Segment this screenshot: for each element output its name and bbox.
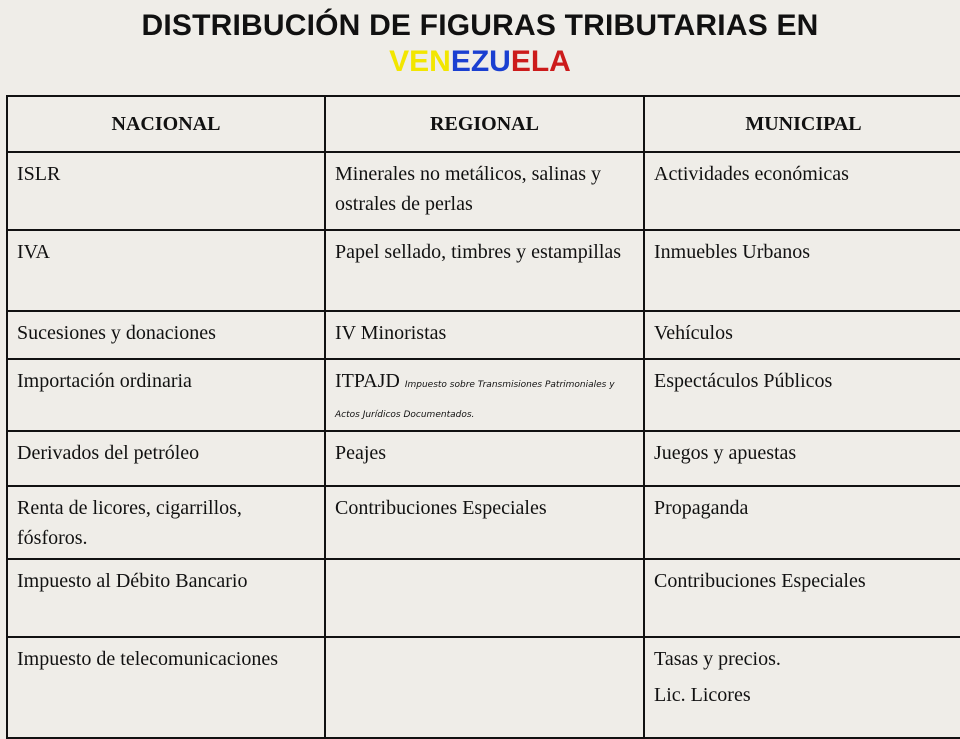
cell-nacional: Derivados del petróleo	[7, 431, 325, 486]
cell-regional: Contribuciones Especiales	[325, 486, 644, 559]
table-row	[7, 230, 960, 311]
header-nacional: NACIONAL	[7, 96, 325, 152]
table-row	[7, 486, 960, 559]
cell-nacional: ISLR	[7, 152, 325, 230]
cell-municipal: Inmuebles Urbanos	[644, 230, 960, 311]
cell-municipal: Espectáculos Públicos	[644, 359, 960, 431]
cell-regional: Minerales no metálicos, salinas y ostrales de perlas	[325, 152, 644, 230]
cell-regional: Papel sellado, timbres y estampillas	[325, 230, 644, 311]
municipal-line-licores: Lic. Licores	[654, 684, 751, 706]
table-row	[7, 359, 960, 431]
title-line-1: DISTRIBUCIÓN DE FIGURAS TRIBUTARIAS EN	[141, 9, 819, 42]
title-venezuela-part-yellow: VEN	[389, 45, 451, 78]
table-row	[7, 311, 960, 359]
table-header-row	[7, 96, 960, 152]
header-municipal: MUNICIPAL	[644, 96, 960, 152]
cell-nacional: Renta de licores, cigarrillos, fósforos.	[7, 486, 325, 559]
title-venezuela-part-blue: EZU	[450, 45, 511, 78]
municipal-line-tasas: Tasas y precios.	[654, 648, 781, 670]
table-row	[7, 559, 960, 637]
cell-regional-empty	[325, 637, 644, 738]
cell-nacional: Impuesto al Débito Bancario	[7, 559, 325, 637]
table-row	[7, 637, 960, 738]
header-regional: REGIONAL	[325, 96, 644, 152]
cell-municipal: Vehículos	[644, 311, 960, 359]
table-row	[7, 431, 960, 486]
table-row	[7, 152, 960, 230]
cell-regional-itpajd	[325, 359, 644, 431]
cell-municipal: Juegos y apuestas	[644, 431, 960, 486]
cell-nacional: Impuesto de telecomunicaciones	[7, 637, 325, 738]
cell-nacional: Sucesiones y donaciones	[7, 311, 325, 359]
slide-title	[0, 8, 960, 80]
cell-nacional: Importación ordinaria	[7, 359, 325, 431]
cell-municipal: Contribuciones Especiales	[644, 559, 960, 637]
cell-municipal: Propaganda	[644, 486, 960, 559]
cell-regional: Peajes	[325, 431, 644, 486]
cell-regional: IV Minoristas	[325, 311, 644, 359]
title-line-2-venezuela	[0, 44, 960, 80]
title-venezuela-part-red: ELA	[510, 45, 571, 78]
cell-municipal: Actividades económicas	[644, 152, 960, 230]
tax-distribution-table	[6, 95, 960, 739]
cell-regional-empty	[325, 559, 644, 637]
cell-municipal-multi	[644, 637, 960, 738]
itpajd-note: Impuesto sobre Transmisiones Patrimoniales y Actos Jurídicos Documentados.	[335, 380, 615, 420]
itpajd-label: ITPAJD	[335, 370, 400, 392]
cell-nacional: IVA	[7, 230, 325, 311]
